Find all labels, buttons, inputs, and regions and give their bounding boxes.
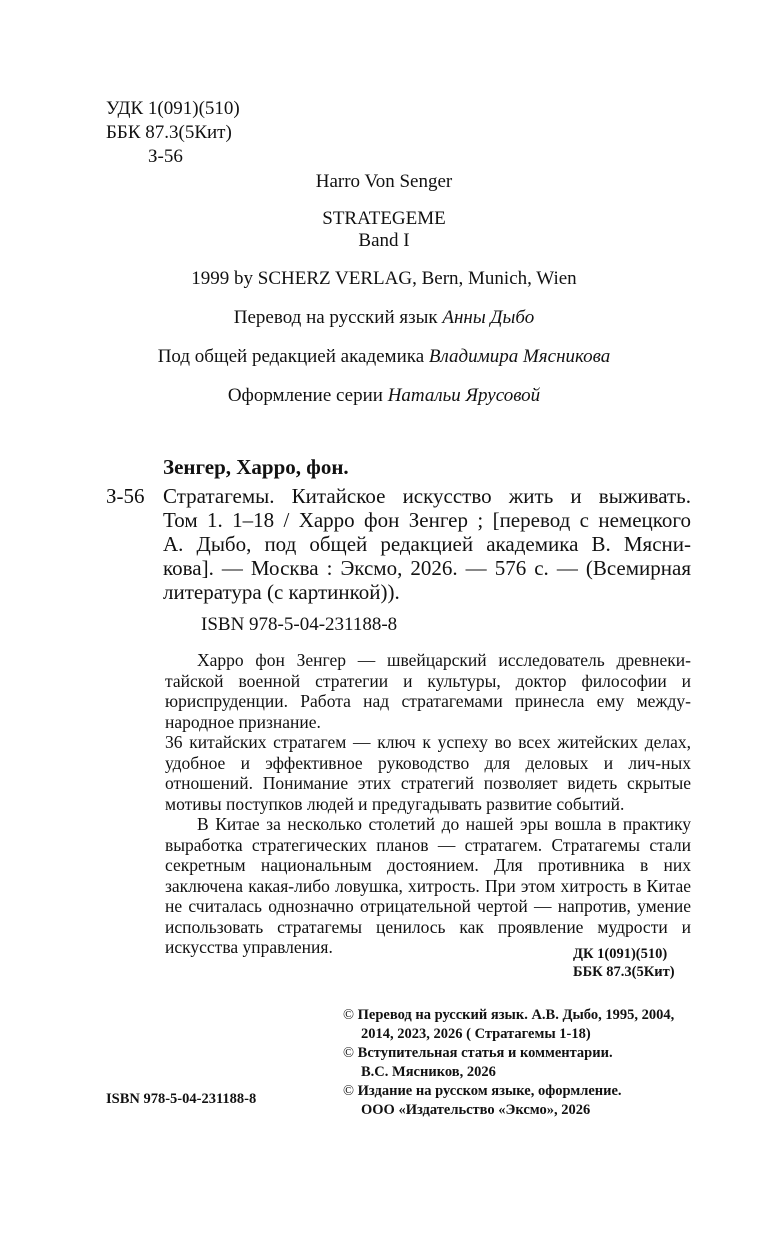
biblio-mark: З-56 [106, 484, 145, 508]
biblio-line: кова]. — Москва : Эксмо, 2026. — 576 с. — (Всемирная [163, 556, 691, 580]
bbk-code: ББК 87.3(5Кит) [106, 122, 232, 143]
credit-name: Владимира Мясникова [428, 346, 611, 367]
copyright-sign: © [343, 1045, 355, 1061]
udk-code: УДК 1(091)(510) [106, 98, 240, 119]
annotation-paragraph: 36 китайских стратагем — ключ к успеху во всех житейских делах, удобное и эффективное руководство для деловых и лич-ных отношений. Понимание этих стратегий позволяет видеть скрытые мотивы поступков людей и предугадывать развитие событий. [165, 732, 691, 814]
original-title: STRATEGEME [322, 208, 446, 229]
biblio-line: А. Дыбо, под общей редакцией академика В. Мясни- [163, 532, 691, 556]
credit-name: Натальи Ярусовой [387, 385, 541, 406]
credit-name: Анны Дыбо [442, 307, 535, 328]
credit-translation [0, 307, 768, 329]
biblio-isbn: ISBN 978-5-04-231188-8 [201, 614, 398, 635]
copyright-entry [343, 1082, 703, 1120]
biblio-line: Том 1. 1–18 / Харро фон Зенгер ; [перевод с немецкого [163, 508, 691, 532]
copyright-block [343, 1006, 703, 1120]
credit-design [0, 385, 768, 407]
copyright-entry [343, 1044, 703, 1082]
copyright-line: ООО «Издательство «Эксмо», 2026 [361, 1102, 591, 1118]
copyright-entry [343, 1006, 703, 1044]
annotation [165, 650, 691, 958]
copyright-line: Издание на русском языке, оформление. [357, 1083, 622, 1099]
credit-prefix: Перевод на русский язык [233, 307, 443, 328]
biblio-body [163, 484, 691, 604]
original-author: Harro Von Senger [315, 171, 453, 192]
annotation-paragraph: Харро фон Зенгер — швейцарский исследователь древнеки-тайской военной стратегии и культуры, доктор философии и юриспруденции. Работа над стратагемами принесла ему между-народное признание. [165, 650, 691, 732]
biblio-heading: Зенгер, Харро, фон. [163, 455, 349, 479]
copyright-line: В.С. Мясников, 2026 [361, 1064, 496, 1080]
original-volume: Band I [358, 230, 410, 251]
biblio-line: литература (с картинкой)). [163, 580, 400, 604]
footer-isbn: ISBN 978-5-04-231188-8 [106, 1091, 257, 1107]
annotation-bbk: ББК 87.3(5Кит) [573, 964, 675, 980]
copyright-line: Перевод на русский язык. А.В. Дыбо, 1995, 2004, [357, 1007, 675, 1023]
copyright-sign: © [343, 1083, 355, 1099]
credit-editor [0, 346, 768, 368]
biblio-line: Стратагемы. Китайское искусство жить и выживать. [163, 484, 691, 508]
author-mark: З-56 [148, 146, 183, 167]
copyright-sign: © [343, 1007, 355, 1023]
copyright-line: Вступительная статья и комментарии. [357, 1045, 613, 1061]
annotation-paragraph: В Китае за несколько столетий до нашей эры вошла в практику выработка стратегических планов — стратагем. Стратагемы стали секретным национальным достоянием. Для противника в них заключена какая-либо ловушка, хитрость. При этом хитрость в Китае не считалась однозначно отрицательной чертой — напротив, умение использовать стратагемы ценилось как проявление мудрости и искусства управления. [165, 814, 691, 957]
copyright-line: 2014, 2023, 2026 ( Стратагемы 1-18) [361, 1026, 591, 1042]
credit-prefix: Под общей редакцией академика [157, 346, 429, 367]
annotation-udk: ДК 1(091)(510) [573, 946, 668, 962]
credit-prefix: Оформление серии [227, 385, 388, 406]
original-publisher: 1999 by SCHERZ VERLAG, Bern, Munich, Wien [191, 268, 577, 289]
